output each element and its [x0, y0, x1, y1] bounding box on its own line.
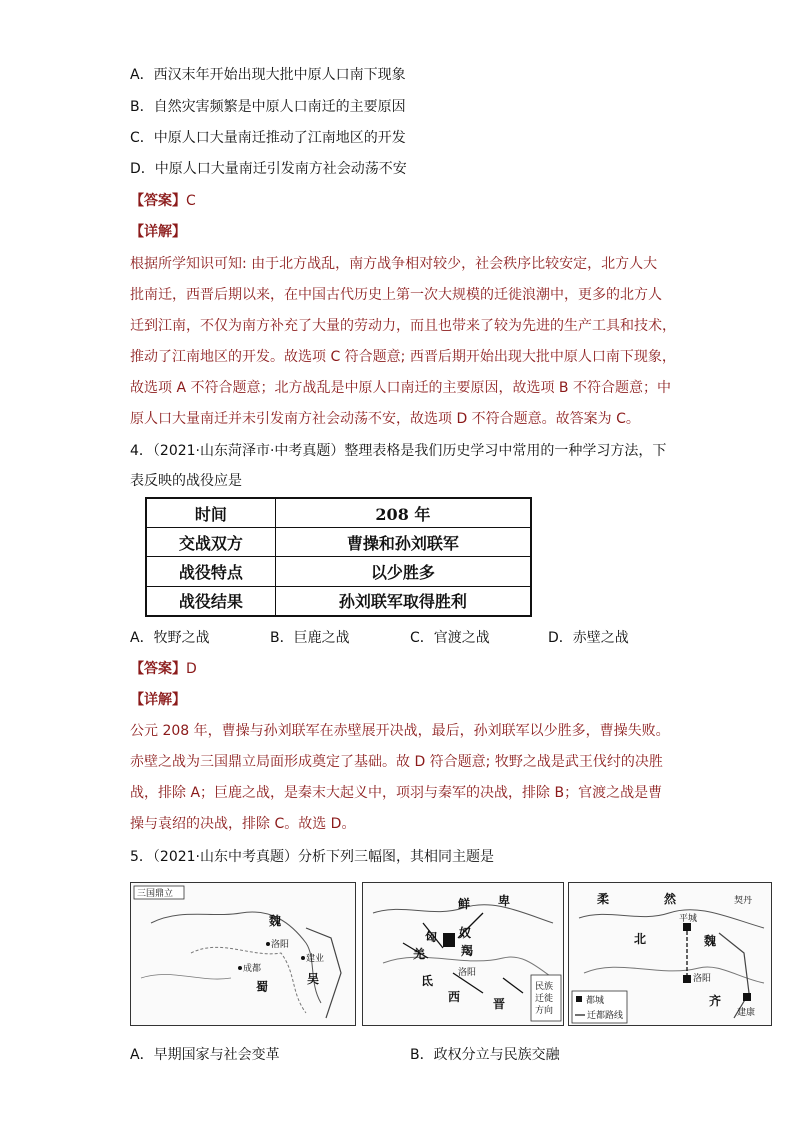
map-northern-wei — [568, 882, 772, 1026]
detail-line: 公元 208 年，曹操与孙刘联军在赤壁展开决战，最后，孙刘联军以少胜多，曹操失败。 — [130, 723, 670, 739]
q4-option-d: D．赤壁之战 — [548, 630, 629, 646]
map-label: 魏 — [269, 914, 282, 928]
table-cell: 208 年 — [275, 498, 531, 528]
q4-answer — [130, 659, 197, 679]
map-label: 奴 — [459, 926, 472, 940]
table-cell: 孙刘联军取得胜利 — [275, 586, 531, 616]
detail-line: 推动了江南地区的开发。故选项 C 符合题意; 西晋后期开始出现大批中原人口南下现象， — [130, 349, 676, 365]
map-label: 晋 — [493, 997, 506, 1011]
detail-line: 原人口大量南迁并未引发南方社会动荡不安，故选项 D 不符合题意。故答案为 C。 — [130, 411, 640, 427]
q4-option-b: B．巨鹿之战 — [270, 630, 350, 646]
answer-value: C — [186, 193, 196, 209]
map-label: 齐 — [709, 994, 722, 1008]
map-label: 北 — [634, 932, 647, 946]
legend-text: 迁都路线 — [587, 1011, 624, 1021]
q4-option-c: C．官渡之战 — [410, 630, 490, 646]
legend-text: 民族 — [535, 982, 554, 992]
answer-value: D — [186, 661, 197, 677]
table-row — [146, 528, 531, 557]
q3-option-a: A．西汉末年开始出现大批中原人口南下现象 — [130, 67, 406, 83]
map-label: 洛阳 — [458, 968, 477, 978]
map-ethnic-migration-svg — [363, 883, 563, 1025]
q5-stem: 5．（2021·山东中考真题）分析下列三幅图，其相同主题是 — [130, 849, 494, 865]
map-label: 建业 — [306, 954, 325, 964]
q4-stem-line-2: 表反映的战役应是 — [130, 473, 242, 489]
map-label: 蜀 — [256, 980, 269, 994]
battle-table — [145, 497, 532, 617]
map-northern-wei-svg — [569, 883, 771, 1025]
q5-option-b: B．政权分立与民族交融 — [410, 1047, 560, 1063]
map-three-kingdoms — [130, 882, 356, 1026]
answer-label: 【答案】 — [130, 661, 186, 677]
map-label: 匈 — [425, 930, 438, 944]
table-row — [146, 557, 531, 586]
map-label: 羯 — [461, 944, 474, 958]
q5-option-a: A．早期国家与社会变革 — [130, 1047, 280, 1063]
legend-text: 方向 — [535, 1006, 554, 1016]
q3-detail-label: 【详解】 — [130, 224, 186, 240]
map-label: 成都 — [243, 964, 262, 974]
table-cell: 战役结果 — [146, 586, 275, 616]
table-row — [146, 498, 531, 528]
map-label: 羌 — [413, 947, 426, 961]
detail-line: 迁到江南，不仅为南方补充了大量的劳动力，而且也带来了较为先进的生产工具和技术， — [130, 318, 676, 334]
map-label: 柔 — [597, 892, 610, 906]
table-cell: 曹操和孙刘联军 — [275, 528, 531, 557]
map-ethnic-migration — [362, 882, 564, 1026]
detail-line: 根据所学知识可知: 由于北方战乱，南方战争相对较少，社会秩序比较安定，北方人大 — [130, 256, 658, 272]
detail-line: 故选项 A 不符合题意；北方战乱是中原人口南迁的主要原因，故选项 B 不符合题意；中 — [130, 380, 671, 396]
map-title: 三国鼎立 — [137, 889, 174, 899]
table-cell: 战役特点 — [146, 557, 275, 586]
map-label: 契丹 — [734, 896, 753, 906]
detail-line: 战，排除 A；巨鹿之战，是秦末大起义中，项羽与秦军的决战，排除 B；官渡之战是曹 — [130, 785, 663, 801]
table-cell: 交战双方 — [146, 528, 275, 557]
table-cell: 时间 — [146, 498, 275, 528]
map-label: 洛阳 — [693, 974, 712, 984]
table-cell: 以少胜多 — [275, 557, 531, 586]
map-label: 氐 — [421, 974, 434, 988]
map-three-kingdoms-svg — [131, 883, 355, 1025]
q3-option-b: B．自然灾害频繁是中原人口南迁的主要原因 — [130, 99, 406, 115]
q4-stem-line-1: 4．（2021·山东菏泽市·中考真题）整理表格是我们历史学习中常用的一种学习方法，下 — [130, 443, 667, 459]
map-label: 鲜 — [458, 897, 471, 911]
q3-detail — [130, 249, 676, 435]
q4-option-a: A．牧野之战 — [130, 630, 210, 646]
map-label: 然 — [664, 892, 677, 906]
legend-text: 迁徙 — [535, 994, 554, 1004]
map-label: 吴 — [307, 972, 320, 986]
map-label: 西 — [448, 990, 461, 1004]
map-label: 卑 — [498, 894, 511, 908]
map-label: 洛阳 — [271, 940, 290, 950]
map-label: 建康 — [737, 1008, 756, 1018]
q4-detail — [130, 716, 670, 840]
detail-line: 批南迁，西晋后期以来，在中国古代历史上第一次大规模的迁徙浪潮中，更多的北方人 — [130, 287, 662, 303]
q3-option-c: C．中原人口大量南迁推动了江南地区的开发 — [130, 130, 406, 146]
q3-answer — [130, 191, 196, 211]
map-label: 魏 — [704, 934, 717, 948]
detail-line: 赤壁之战为三国鼎立局面形成奠定了基础。故 D 符合题意; 牧野之战是武王伐纣的决胜 — [130, 754, 663, 770]
q3-option-d: D．中原人口大量南迁引发南方社会动荡不安 — [130, 161, 407, 177]
map-label: 平城 — [679, 914, 698, 924]
answer-label: 【答案】 — [130, 193, 186, 209]
q4-detail-label: 【详解】 — [130, 692, 186, 708]
detail-line: 操与袁绍的决战，排除 C。故选 D。 — [130, 816, 356, 832]
table-row — [146, 586, 531, 616]
legend-text: 都城 — [586, 996, 605, 1006]
